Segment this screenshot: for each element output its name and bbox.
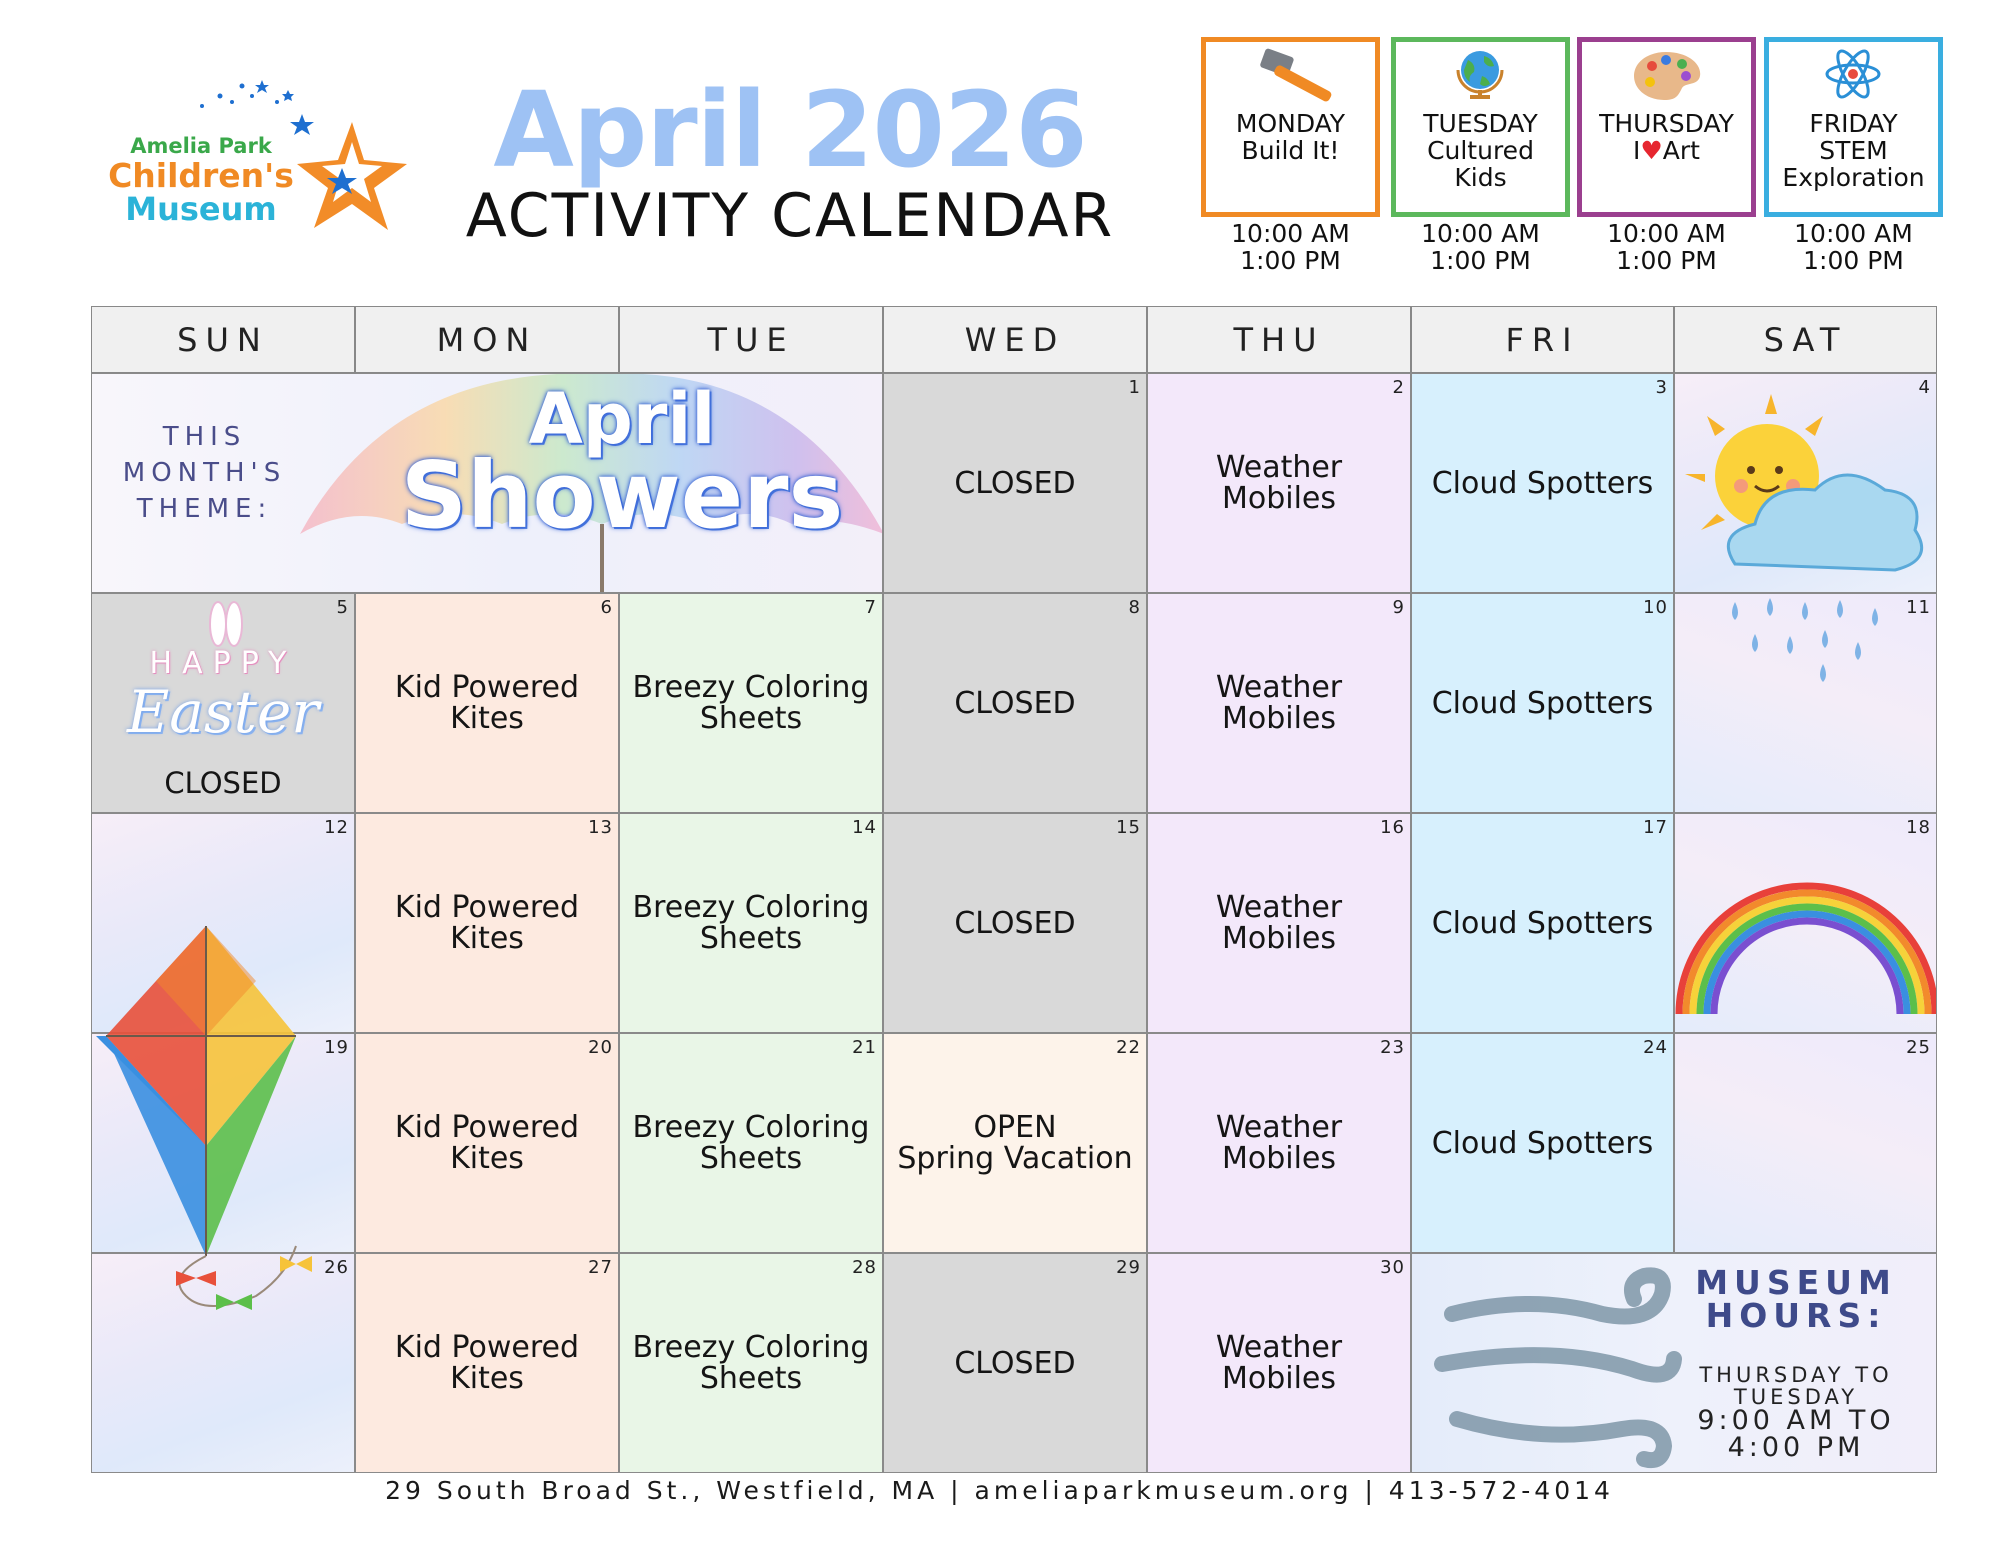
day-activity [1148,1254,1410,1472]
day-cell-11 [1674,593,1937,813]
day-number: 13 [588,817,613,838]
day-number: 23 [1380,1037,1405,1058]
globe-icon [1396,46,1565,102]
day-activity: Cloud Spotters [1431,1125,1654,1161]
theme-cell [91,373,883,593]
program-time-1: 10:00 AM [1794,219,1913,248]
day-cell-24 [1411,1033,1674,1253]
program-name-post: Art [1662,136,1700,165]
hammer-icon [1206,46,1375,102]
day-activity-text: Kid Powered Kites [394,670,580,736]
day-activity: CLOSED [954,465,1076,501]
day-number: 19 [324,1037,349,1058]
calendar-month-title: April 2026 [493,69,1087,191]
day-cell-20 [355,1033,619,1253]
museum-logo [92,72,412,262]
day-activity-text: Spring Vacation [897,1141,1133,1176]
day-activity [356,1254,618,1472]
day-cell-3 [1411,373,1674,593]
day-number: 12 [324,817,349,838]
rainbow-icon [1675,814,1937,1033]
day-activity [1148,1034,1410,1252]
day-number: 24 [1643,1037,1668,1058]
program-time-2: 1:00 PM [1616,246,1717,275]
logo-line-3: Museum [125,190,277,228]
day-cell-18 [1674,813,1937,1033]
day-number: 6 [600,597,613,618]
day-activity [620,814,882,1032]
day-activity [620,1254,882,1472]
theme-title [392,378,852,549]
weekday-header-tue: TUE [619,306,883,373]
museum-hours-cell [1411,1253,1937,1473]
day-activity-text: Weather Mobiles [1215,670,1343,736]
day-activity-text: Weather Mobiles [1215,1110,1343,1176]
footer-contact: 29 South Broad St., Westfield, MA | ameliaparkmuseum.org | 413-572-4014 [385,1476,1614,1505]
day-cell-5 [91,593,355,813]
day-activity [356,814,618,1032]
theme-word-1: April [528,378,716,460]
day-number: 5 [336,597,349,618]
day-activity: Cloud Spotters [1431,465,1654,501]
day-activity-text: Weather Mobiles [1215,450,1343,516]
program-time-1: 10:00 AM [1231,219,1350,248]
logo-line-1: Amelia Park [130,134,272,158]
day-activity: CLOSED [954,685,1076,721]
day-cell-30 [1147,1253,1411,1473]
day-number: 3 [1655,377,1668,398]
calendar-grid [91,306,1937,1474]
program-day: FRIDAY [1809,109,1898,138]
day-activity-text: Breezy Coloring Sheets [632,670,870,736]
day-cell-7 [619,593,883,813]
program-monday [1201,37,1380,275]
day-number: 1 [1128,377,1141,398]
day-cell-22 [883,1033,1147,1253]
day-cell-6 [355,593,619,813]
day-number: 15 [1116,817,1141,838]
program-day: TUESDAY [1423,109,1538,138]
program-time-2: 1:00 PM [1240,246,1341,275]
heart-icon: ♥ [1640,136,1663,165]
program-day: THURSDAY [1599,109,1734,138]
day-cell-28 [619,1253,883,1473]
day-cell-13 [355,813,619,1033]
program-name: STEM Exploration [1782,136,1925,192]
palette-icon [1582,46,1751,102]
day-activity-text: Breezy Coloring Sheets [632,890,870,956]
weekday-header-sat: SAT [1674,306,1937,373]
day-activity-text: Weather Mobiles [1215,890,1343,956]
day-number: 8 [1128,597,1141,618]
program-thursday [1577,37,1756,275]
sun-cloud-icon [1675,374,1937,593]
day-cell-21 [619,1033,883,1253]
day-cell-9 [1147,593,1411,813]
day-number: 30 [1380,1257,1405,1278]
day-cell-23 [1147,1033,1411,1253]
day-activity: CLOSED [164,766,282,800]
day-number: 26 [324,1257,349,1278]
day-number: 29 [1116,1257,1141,1278]
day-number: 16 [1380,817,1405,838]
program-friday [1764,37,1943,275]
day-cell-4 [1674,373,1937,593]
museum-hours-days: THURSDAY TO TUESDAY [1699,1363,1893,1409]
day-number: 2 [1392,377,1405,398]
theme-label: THIS MONTH'S THEME: [122,422,287,524]
weekday-header-fri: FRI [1411,306,1674,373]
day-activity [884,1034,1146,1252]
day-activity-text: Kid Powered Kites [394,1110,580,1176]
day-number: 20 [588,1037,613,1058]
day-cell-17 [1411,813,1674,1033]
museum-hours-time: 9:00 AM TO 4:00 PM [1697,1405,1895,1463]
logo-line-2: Children's [108,156,294,195]
day-activity [620,1034,882,1252]
day-activity-text: Kid Powered Kites [394,890,580,956]
day-number: 17 [1643,817,1668,838]
day-number: 22 [1116,1037,1141,1058]
weekday-header-wed: WED [883,306,1147,373]
day-cell-14 [619,813,883,1033]
program-day: MONDAY [1235,109,1346,138]
day-cell-27 [355,1253,619,1473]
day-number: 7 [864,597,877,618]
day-cell-1 [883,373,1147,593]
day-cell-29 [883,1253,1147,1473]
atom-icon [1769,46,1938,102]
day-cell-25 [1674,1033,1937,1253]
day-activity [1148,594,1410,812]
day-number: 14 [852,817,877,838]
program-time-2: 1:00 PM [1803,246,1904,275]
day-number: 25 [1906,1037,1931,1058]
program-name: Build It! [1241,136,1340,165]
weekday-header-sun: SUN [91,306,355,373]
day-cell-8 [883,593,1147,813]
day-number: 21 [852,1037,877,1058]
day-activity-text: Breezy Coloring Sheets [632,1330,870,1396]
day-number: 10 [1643,597,1668,618]
day-cell-2 [1147,373,1411,593]
day-activity-text: Weather Mobiles [1215,1330,1343,1396]
day-number: 4 [1918,377,1931,398]
day-cell-10 [1411,593,1674,813]
day-activity [620,594,882,812]
day-activity-status: OPEN [973,1110,1057,1145]
day-activity-text: Kid Powered Kites [394,1330,580,1396]
raindrops-icon [1675,594,1937,813]
calendar-subtitle: ACTIVITY CALENDAR [465,181,1115,251]
day-activity: CLOSED [954,1345,1076,1381]
program-name-pre: I [1633,136,1641,165]
program-name: Cultured Kids [1427,136,1534,192]
day-activity [1148,374,1410,592]
theme-word-2: Showers [400,442,844,549]
day-number: 9 [1392,597,1405,618]
program-tuesday [1391,37,1570,275]
program-time-1: 10:00 AM [1607,219,1726,248]
day-activity [1148,814,1410,1032]
day-activity [356,594,618,812]
easter-line-1: HAPPY [149,646,297,681]
day-activity: Cloud Spotters [1431,905,1654,941]
day-number: 11 [1906,597,1931,618]
easter-line-2: Easter [126,678,320,746]
museum-hours-title: MUSEUM HOURS: [1695,1263,1897,1335]
day-activity [356,1034,618,1252]
program-time-1: 10:00 AM [1421,219,1540,248]
day-number: 28 [852,1257,877,1278]
program-time-2: 1:00 PM [1430,246,1531,275]
kite-icon [56,916,356,1336]
day-activity-text: Breezy Coloring Sheets [632,1110,870,1176]
weekday-header-mon: MON [355,306,619,373]
weekday-header-thu: THU [1147,306,1411,373]
day-number: 18 [1906,817,1931,838]
day-cell-15 [883,813,1147,1033]
day-number: 27 [588,1257,613,1278]
day-activity: Cloud Spotters [1431,685,1654,721]
day-cell-16 [1147,813,1411,1033]
day-activity: CLOSED [954,905,1076,941]
